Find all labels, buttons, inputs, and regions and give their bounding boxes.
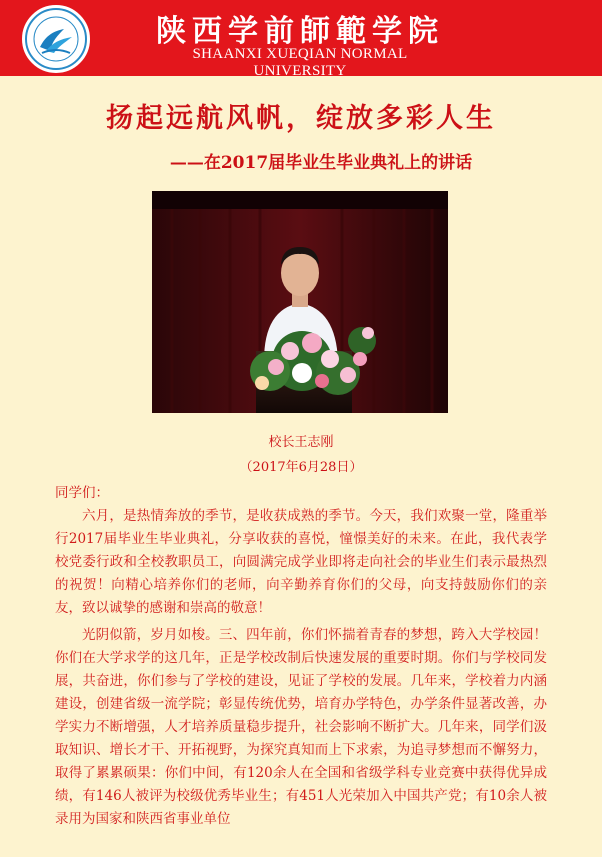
greeting: 同学们： bbox=[55, 485, 109, 501]
paragraph-2: 光阴似箭，岁月如梭。三、四年前，你们怀揣着青春的梦想，跨入大学校园！你们在大学求学的这几年，正是学校改制后快速发展的重要时期。你们与学校同发展，共奋进，你们参与了学校的建设，见证了学校的发展。几年来，学校着力内涵建设，创建省级一流学院；彰显传统优势，培育办学特色，办学条件显著改善，办学实力不断增强，人才培养质量稳步提升，社会影响不断扩大。几年来，同学们汲取知识、增长才干、开拓视野，为探究真知而上下求索，为追寻梦想而不懈努力，取得了累累硕果：你们中间，有120余人在全国和省级学科专业竞赛中获得优异成绩，有146人被评为校级优秀毕业生；有451人光荣加入中国共产党；有10余人被录用为国家和陕西省事业单位 bbox=[55, 627, 547, 827]
article-title: 扬起远航风帆，绽放多彩人生 bbox=[106, 103, 496, 134]
article-subtitle: ——在2017届毕业生毕业典礼上的讲话 bbox=[169, 153, 473, 173]
university-name-cn: 陕西学前師範学院 bbox=[156, 14, 444, 49]
speaker-caption: 校长王志刚 bbox=[268, 435, 334, 450]
paragraph-1: 六月，是热情奔放的季节，是收获成熟的季节。今天，我们欢聚一堂，隆重举行2017届毕业生毕业典礼，分享收获的喜悦，憧憬美好的未来。在此，我代表学校党委行政和全校教职员工，向圆满完成学业即将走向社会的毕业生们表示最热烈的祝贺！向精心培养你们的老师，向辛勤养育你们的父母，向支持鼓励你们的亲友，致以诚挚的感谢和崇高的敬意！ bbox=[55, 508, 547, 616]
speaker-photo bbox=[152, 191, 448, 413]
university-name-en: SHAANXI XUEQIAN NORMAL UNIVERSITY bbox=[192, 46, 408, 79]
speech-date: （2017年6月28日） bbox=[239, 460, 363, 475]
speech-body bbox=[55, 482, 547, 831]
site-header bbox=[0, 0, 602, 79]
university-seal-icon bbox=[22, 5, 90, 73]
